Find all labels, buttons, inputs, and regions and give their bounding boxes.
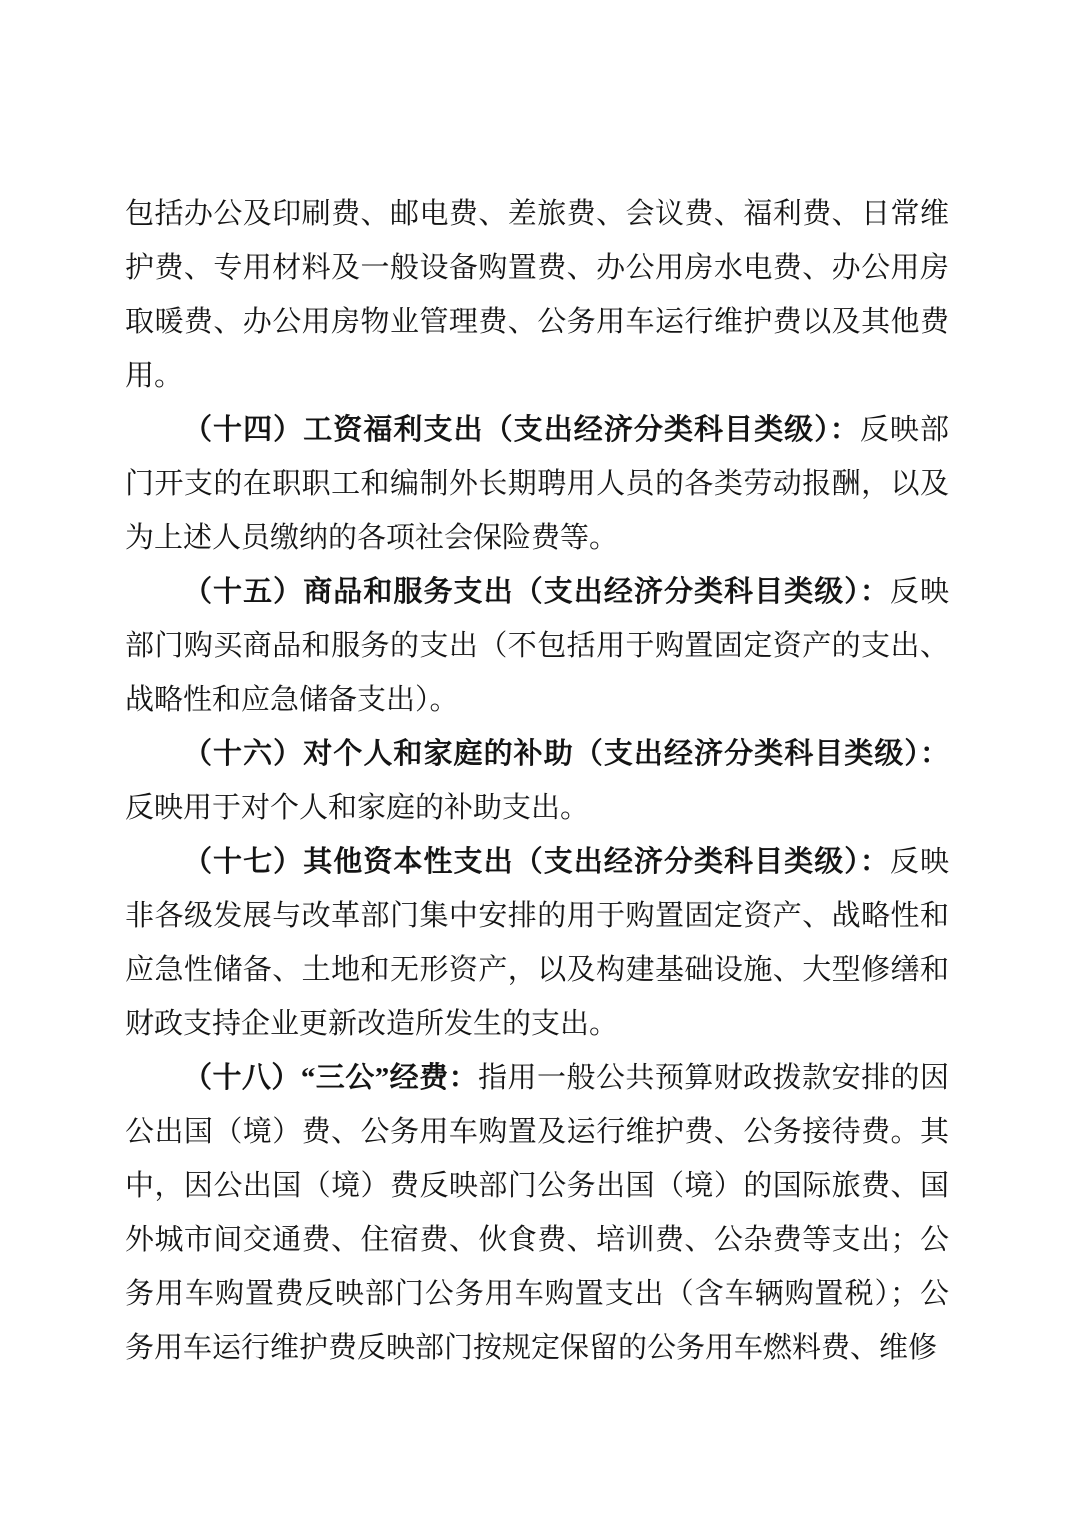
paragraph-item-14 bbox=[125, 403, 949, 565]
paragraph-body: 指用一般公共预算财政拨款安排的因公出国（境）费、公务用车购置及运行维护费、公务接待费。其中，因公出国（境）费反映部门公务出国（境）的国际旅费、国外城市间交通费、住宿费、伙食费、培训费、公杂费等支出；公务用车购置费反映部门公务用车购置支出（含车辆购置税）；公务用车运行维护费反映部门按规定保留的公务用车燃料费、维修 bbox=[125, 1062, 949, 1364]
paragraph-body: 反映部门开支的在职职工和编制外长期聘用人员的各类劳动报酬，以及为上述人员缴纳的各项社会保险费等。 bbox=[125, 414, 949, 554]
page-text-block bbox=[125, 187, 949, 1375]
paragraph-heading: （十四）工资福利支出（支出经济分类科目类级）： bbox=[183, 414, 860, 446]
paragraph-item-16 bbox=[125, 727, 949, 835]
paragraph-body: 反映非各级发展与改革部门集中安排的用于购置固定资产、战略性和应急性储备、土地和无形资产，以及构建基础设施、大型修缮和财政支持企业更新改造所发生的支出。 bbox=[125, 846, 949, 1040]
paragraph-continuation bbox=[125, 187, 949, 403]
paragraph-body: 包括办公及印刷费、邮电费、差旅费、会议费、福利费、日常维护费、专用材料及一般设备购置费、办公用房水电费、办公用房取暖费、办公用房物业管理费、公务用车运行维护费以及其他费用。 bbox=[125, 198, 949, 392]
paragraph-item-18 bbox=[125, 1051, 949, 1375]
paragraph-heading: （十七）其他资本性支出（支出经济分类科目类级）： bbox=[183, 846, 890, 878]
paragraph-body: 反映用于对个人和家庭的补助支出。 bbox=[125, 792, 590, 824]
paragraph-item-17 bbox=[125, 835, 949, 1051]
paragraph-heading: （十五）商品和服务支出（支出经济分类科目类级）： bbox=[183, 576, 890, 608]
paragraph-heading: （十八）“三公”经费： bbox=[183, 1062, 479, 1094]
paragraph-heading: （十六）对个人和家庭的补助（支出经济分类科目类级）： bbox=[183, 738, 949, 770]
paragraph-body: 反映部门购买商品和服务的支出（不包括用于购置固定资产的支出、战略性和应急储备支出）。 bbox=[125, 576, 949, 716]
paragraph-item-15 bbox=[125, 565, 949, 727]
